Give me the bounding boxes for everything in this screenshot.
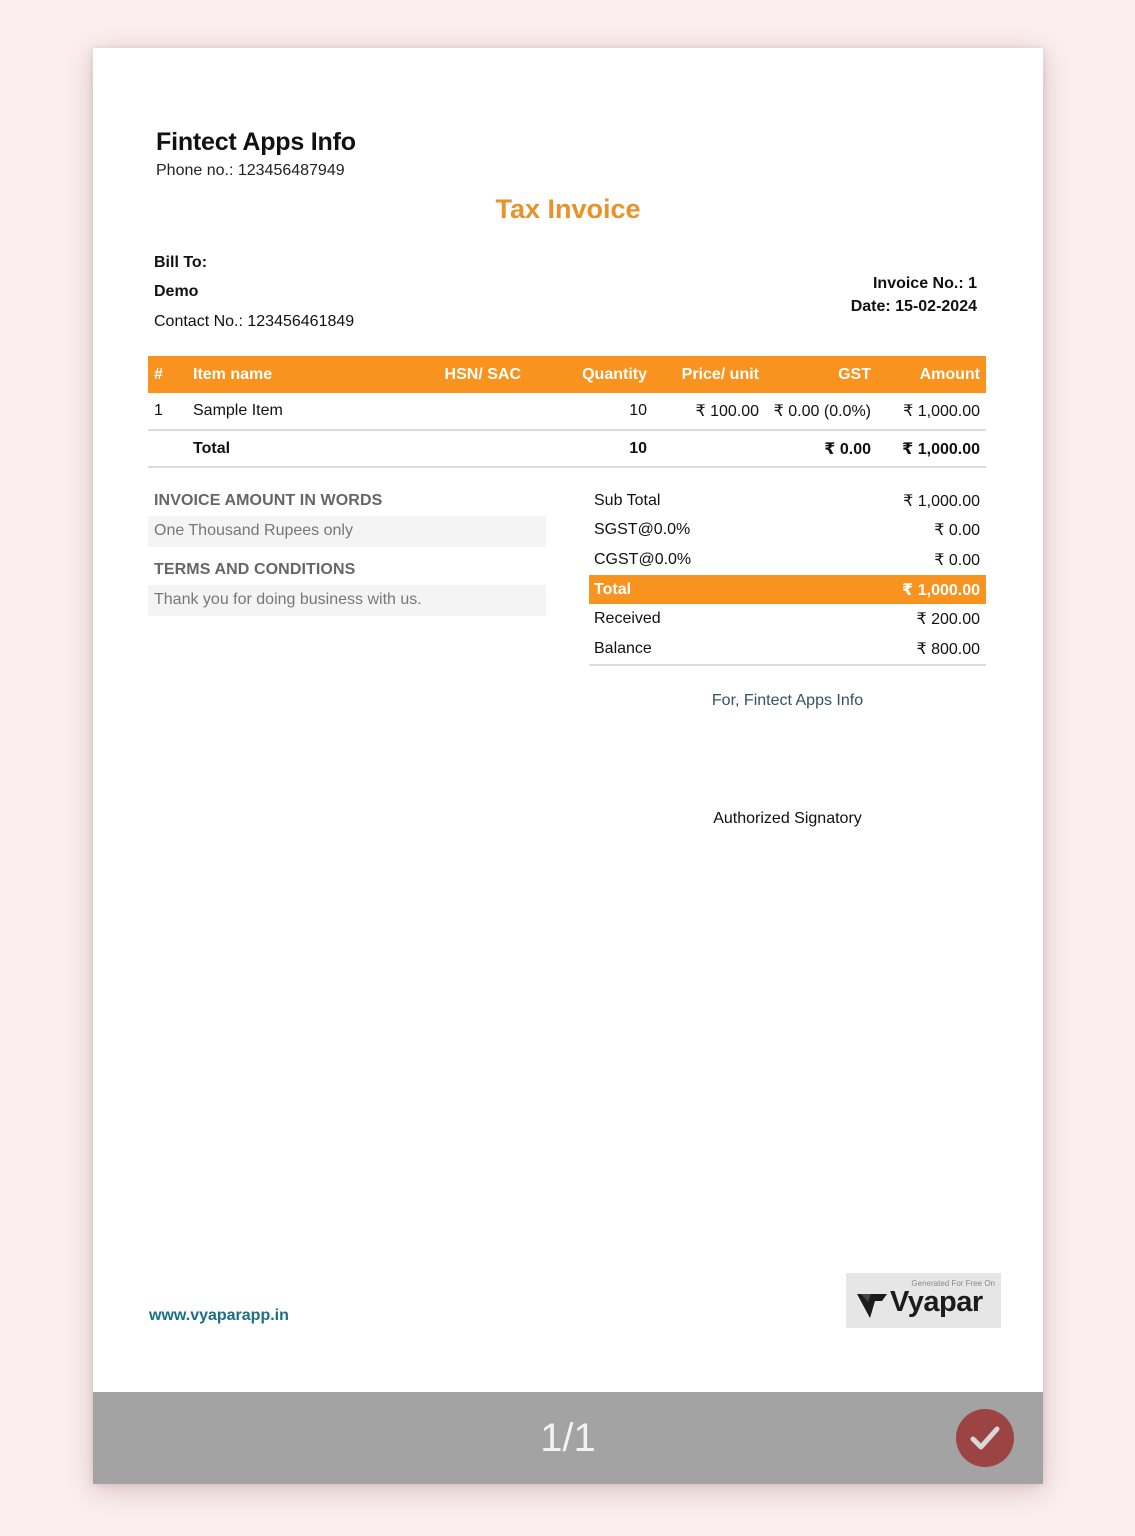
col-header-quantity: Quantity <box>527 356 653 393</box>
page-indicator: 1/1 <box>540 1416 596 1460</box>
check-icon <box>968 1423 1002 1453</box>
summary-label: Total <box>594 580 632 598</box>
col-header-hsn-sac: HSN/ SAC <box>387 356 527 393</box>
summary-value: ₹ 800.00 <box>916 640 980 658</box>
col-header-number: # <box>148 356 187 393</box>
terms-value: Thank you for doing business with us. <box>148 585 546 616</box>
summary-row-sgst <box>589 516 986 546</box>
col-header-price-unit: Price/ unit <box>653 356 765 393</box>
cell-hsn-sac <box>387 393 527 430</box>
vyapar-brand-badge <box>846 1273 1001 1328</box>
vyapar-logo-icon <box>856 1291 888 1319</box>
website-link[interactable]: www.vyaparapp.in <box>149 1307 289 1324</box>
cell-gst: ₹ 0.00 (0.0%) <box>765 393 877 430</box>
summary-value: ₹ 1,000.00 <box>903 492 980 510</box>
amount-in-words-value: One Thousand Rupees only <box>148 516 546 547</box>
document-title: Tax Invoice <box>495 194 641 224</box>
col-header-gst: GST <box>765 356 877 393</box>
terms-heading: TERMS AND CONDITIONS <box>154 561 356 578</box>
invoice-meta <box>851 272 977 318</box>
summary-row-received <box>589 604 986 634</box>
amount-in-words-heading: INVOICE AMOUNT IN WORDS <box>154 492 383 509</box>
company-phone: Phone no.: 123456487949 <box>156 162 345 179</box>
brand-tagline: Generated For Free On <box>911 1279 995 1288</box>
table-header-row <box>148 356 986 393</box>
total-quantity: 10 <box>527 430 653 467</box>
for-company: For, Fintect Apps Info <box>711 692 864 709</box>
authorized-signatory: Authorized Signatory <box>713 810 862 827</box>
table-total-row <box>148 430 986 467</box>
summary-value: ₹ 0.00 <box>934 522 980 540</box>
summary-value: ₹ 200.00 <box>916 611 980 629</box>
total-gst: ₹ 0.00 <box>765 430 877 467</box>
bill-to-name: Demo <box>154 283 199 300</box>
table-row <box>148 393 986 430</box>
cell-amount: ₹ 1,000.00 <box>877 393 986 430</box>
summary-label: Balance <box>594 639 652 657</box>
col-header-amount: Amount <box>877 356 986 393</box>
summary-label: Received <box>594 610 661 628</box>
summary-row-total <box>589 575 986 605</box>
total-label: Total <box>187 430 387 467</box>
summary-label: CGST@0.0% <box>594 550 692 568</box>
cell-empty <box>148 430 187 467</box>
bill-to-label: Bill To: <box>154 254 208 271</box>
page-bar <box>93 1392 1043 1484</box>
summary-row-balance <box>589 634 986 664</box>
total-amount: ₹ 1,000.00 <box>877 430 986 467</box>
summary-panel <box>589 486 986 666</box>
cell-price-unit: ₹ 100.00 <box>653 393 765 430</box>
cell-quantity: 10 <box>527 393 653 430</box>
summary-divider <box>589 664 986 666</box>
bill-to-contact: Contact No.: 123456461849 <box>154 313 355 330</box>
summary-value: ₹ 0.00 <box>934 551 980 569</box>
invoice-date: Date: 15-02-2024 <box>850 298 977 315</box>
summary-label: Sub Total <box>594 491 661 509</box>
invoice-page <box>93 48 1043 1484</box>
company-name: Fintect Apps Info <box>156 128 356 156</box>
summary-label: SGST@0.0% <box>594 521 691 539</box>
cell-number: 1 <box>148 393 187 430</box>
cell-empty <box>653 430 765 467</box>
cell-empty <box>387 430 527 467</box>
summary-row-subtotal <box>589 486 986 516</box>
summary-row-cgst <box>589 545 986 575</box>
cell-item-name: Sample Item <box>187 393 387 430</box>
confirm-button[interactable] <box>956 1409 1014 1467</box>
items-table <box>148 356 986 468</box>
col-header-item-name: Item name <box>187 356 387 393</box>
brand-name: Vyapar <box>890 1286 983 1318</box>
invoice-number: Invoice No.: 1 <box>872 275 977 292</box>
summary-value: ₹ 1,000.00 <box>902 581 980 599</box>
